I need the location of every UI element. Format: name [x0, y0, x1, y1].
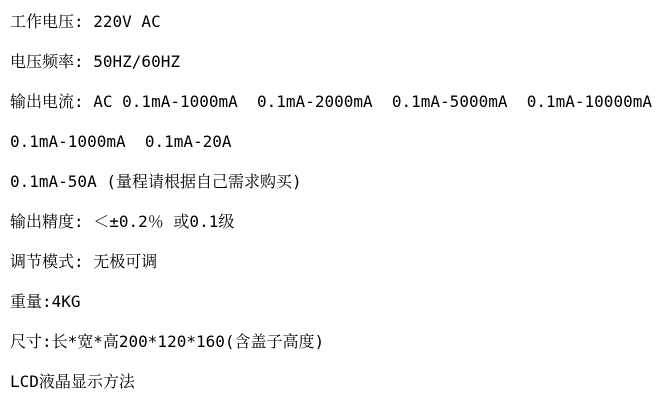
- spec-line-voltage-frequency: 电压频率: 50HZ/60HZ: [10, 52, 180, 71]
- spec-line-lcd-display: LCD液晶显示方法: [10, 372, 135, 391]
- spec-line-working-voltage: 工作电压: 220V AC: [10, 12, 161, 31]
- spec-line-output-current-2: 0.1mA-1000mA 0.1mA-20A: [10, 132, 232, 151]
- spec-line-size: 尺寸:长*宽*高200*120*160(含盖子高度): [10, 332, 325, 351]
- spec-line-output-accuracy: 输出精度: ＜±0.2％ 或0.1级: [10, 212, 235, 231]
- spec-line-adjust-mode: 调节模式: 无极可调: [10, 252, 158, 271]
- spec-line-weight: 重量:4KG: [10, 292, 81, 311]
- spec-line-output-current-3: 0.1mA-50A (量程请根据自己需求购买): [10, 172, 302, 191]
- spec-line-output-current: 输出电流: AC 0.1mA-1000mA 0.1mA-2000mA 0.1mA-5000mA 0.1mA-10000mA: [10, 92, 652, 111]
